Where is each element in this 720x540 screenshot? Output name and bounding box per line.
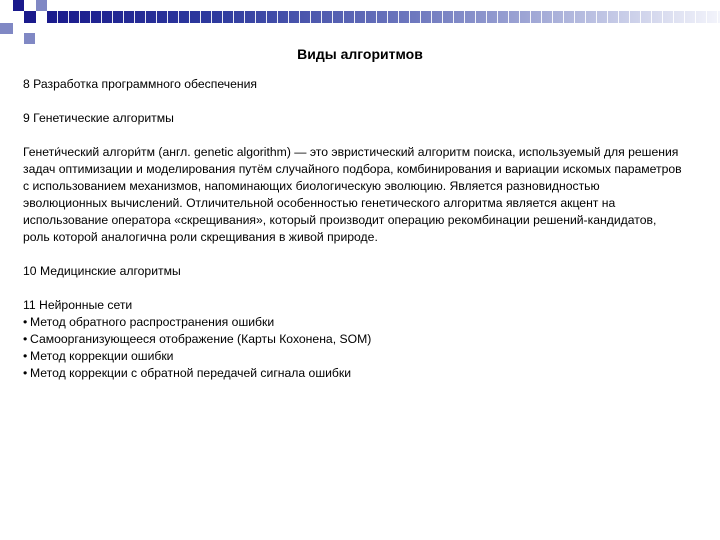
header-decoration [0, 0, 720, 44]
deco-square [24, 11, 36, 23]
deco-square [13, 0, 24, 11]
section-heading: 11 Нейронные сети [23, 298, 133, 312]
deco-square [24, 33, 35, 44]
section-heading: 8 Разработка программного обеспечения [23, 77, 258, 91]
bullet-list [23, 314, 683, 382]
slide-title: Виды алгоритмов [297, 46, 423, 62]
header-gradient-bar [47, 11, 720, 23]
body-paragraph: Генети́ческий алгори́тм (англ. genetic algorithm) — это эвристический алгоритм поиска, используемый для решения задач оптимизации и моделирования путём случайного подбора, комбинирования и вариации искомых параметров с использованием механизмов, напоминающих биологическую эволюцию. Является разновидностью эволюционных вычислений. Отличительной особенностью генетического алгоритма является акцент на использование оператора «скрещивания», который производит операцию рекомбинации решений-кандидатов, роль которой аналогична роли скрещивания в живой природе. [23, 145, 682, 244]
list-item: • Самоорганизующееся отображение (Карты Кохонена, SOM) [23, 331, 683, 348]
section-heading: 9 Генетические алгоритмы [23, 111, 174, 125]
section-heading: 10 Медицинские алгоритмы [23, 264, 181, 278]
list-item: • Метод коррекции с обратной передачей сигнала ошибки [23, 365, 683, 382]
list-item: • Метод обратного распространения ошибки [23, 314, 683, 331]
deco-square [36, 0, 47, 11]
list-item: • Метод коррекции ошибки [23, 348, 683, 365]
deco-square [0, 23, 13, 34]
slide-content [23, 76, 683, 382]
